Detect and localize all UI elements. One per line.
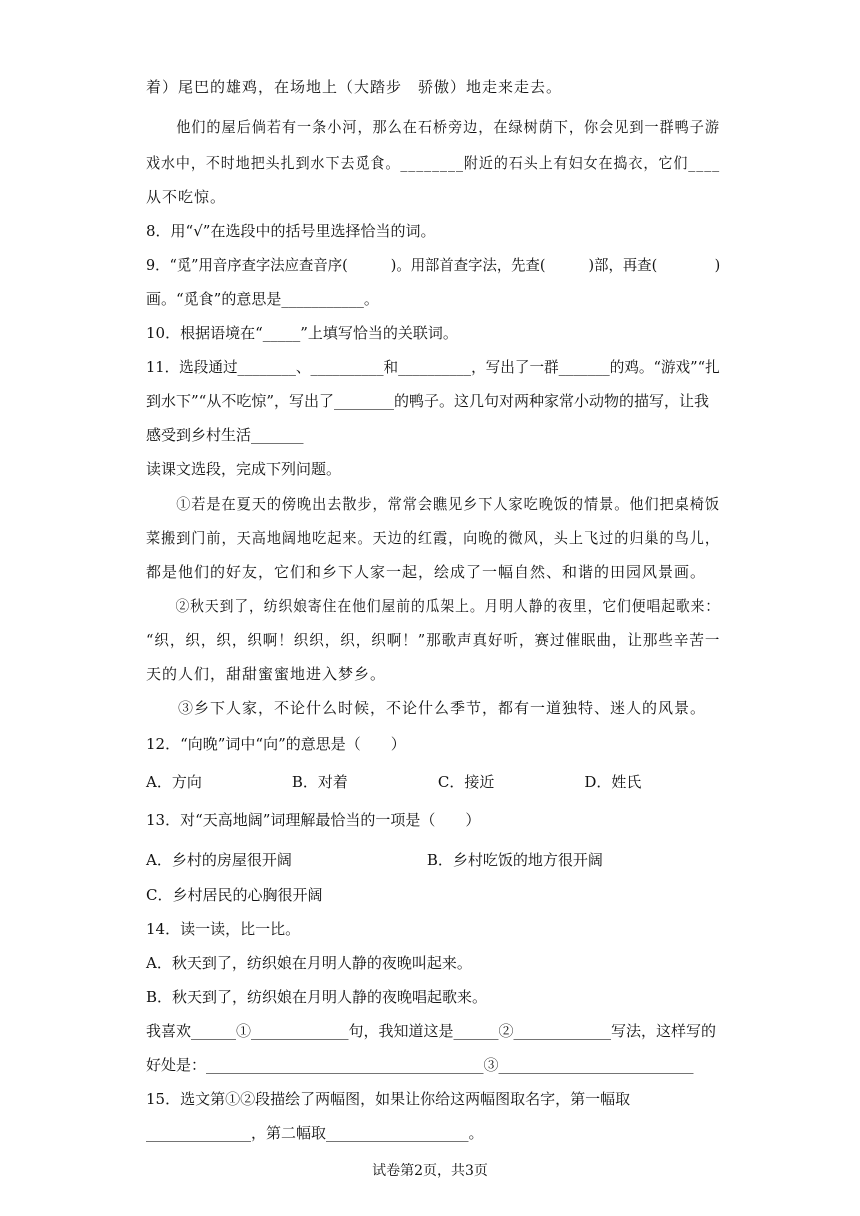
passage-line: ③乡下人家，不论什么时候，不论什么季节，都有一道独特、迷人的风景。 xyxy=(146,699,707,717)
question-9-cont: 画。“觅食”的意思是___________。 xyxy=(146,290,379,308)
passage-line: 他们的屋后倘若有一条小河，那么在石桥旁边，在绿树荫下，你会见到一群鸭子游 xyxy=(146,118,720,136)
question-13: 13．对“天高地阔”词理解最恰当的一项是（ ） xyxy=(146,811,481,829)
passage-line: 戏水中，不时地把头扎到水下去觅食。________附近的石头上有妇女在捣衣，它们____ xyxy=(146,154,721,172)
question-11-cont: 到水下”“从不吃惊”，写出了________的鸭子。这几句对两种家常小动物的描写，让我 xyxy=(146,392,710,410)
question-11-cont: 感受到乡村生活_______ xyxy=(146,426,304,444)
passage-line: “织，织，织，织啊！织织，织，织啊！”那歌声真好听，赛过催眠曲，让那些辛苦一 xyxy=(146,631,721,649)
passage-line: 着）尾巴的雄鸡，在场地上（大踏步 骄傲）地走来走去。 xyxy=(146,78,563,96)
question-12-options: A．方向 B．对着 C．接近 D．姓氏 xyxy=(146,773,642,791)
passage-line: 从不吃惊。 xyxy=(146,188,227,206)
question-13-option-c: C．乡村居民的心胸很开阔 xyxy=(146,886,323,904)
section-instruction: 读课文选段，完成下列问题。 xyxy=(146,460,342,478)
passage-line: 菜搬到门前，天高地阔地吃起来。天边的红霞，向晚的微风，头上飞过的归巢的鸟儿， xyxy=(146,529,720,547)
passage-line: ①若是在夏天的傍晚出去散步，常常会瞧见乡下人家吃晚饭的情景。他们把桌椅饭 xyxy=(146,495,720,513)
question-15-cont: ______________，第二幅取___________________。 xyxy=(146,1124,484,1142)
question-11: 11．选段通过________、__________和__________，写出了一群_______的鸡。“游戏”“扎 xyxy=(146,358,720,376)
page-footer: 试卷第2页，共3页 xyxy=(372,1163,488,1179)
question-10: 10．根据语境在“_____”上填写恰当的关联词。 xyxy=(146,324,458,342)
question-9: 9．“觅”用音序查字法应查音序( )。用部首查字法，先查( )部，再查( ) xyxy=(146,256,721,274)
question-8: 8．用“√”在选段中的括号里选择恰当的词。 xyxy=(146,222,436,240)
question-14-answer-cont: 好处是：_____________________________________③__________________________ xyxy=(146,1056,694,1074)
question-12: 12．“向晚”词中“向”的意思是（ ） xyxy=(146,735,406,753)
passage-line: 天的人们，甜甜蜜蜜地进入梦乡。 xyxy=(146,665,387,683)
question-14-b: B．秋天到了，纺织娘在月明人静的夜晚唱起歌来。 xyxy=(146,988,488,1006)
question-14-answer: 我喜欢______①_____________句，我知道这是______②_____________写法，这样写的 xyxy=(146,1022,717,1040)
passage-line: 都是他们的好友，它们和乡下人家一起，绘成了一幅自然、和谐的田园风景画。 xyxy=(146,563,707,581)
question-14-a: A．秋天到了，纺织娘在月明人静的夜晚叫起来。 xyxy=(146,954,472,972)
question-13-options: A．乡村的房屋很开阔 B．乡村吃饭的地方很开阔 xyxy=(146,851,603,869)
passage-line: ②秋天到了，纺织娘寄住在他们屋前的瓜架上。月明人静的夜里，它们便唱起歌来： xyxy=(146,597,721,615)
question-15: 15．选文第①②段描绘了两幅图，如果让你给这两幅图取名字，第一幅取 xyxy=(146,1090,631,1108)
question-14: 14．读一读，比一比。 xyxy=(146,920,301,938)
